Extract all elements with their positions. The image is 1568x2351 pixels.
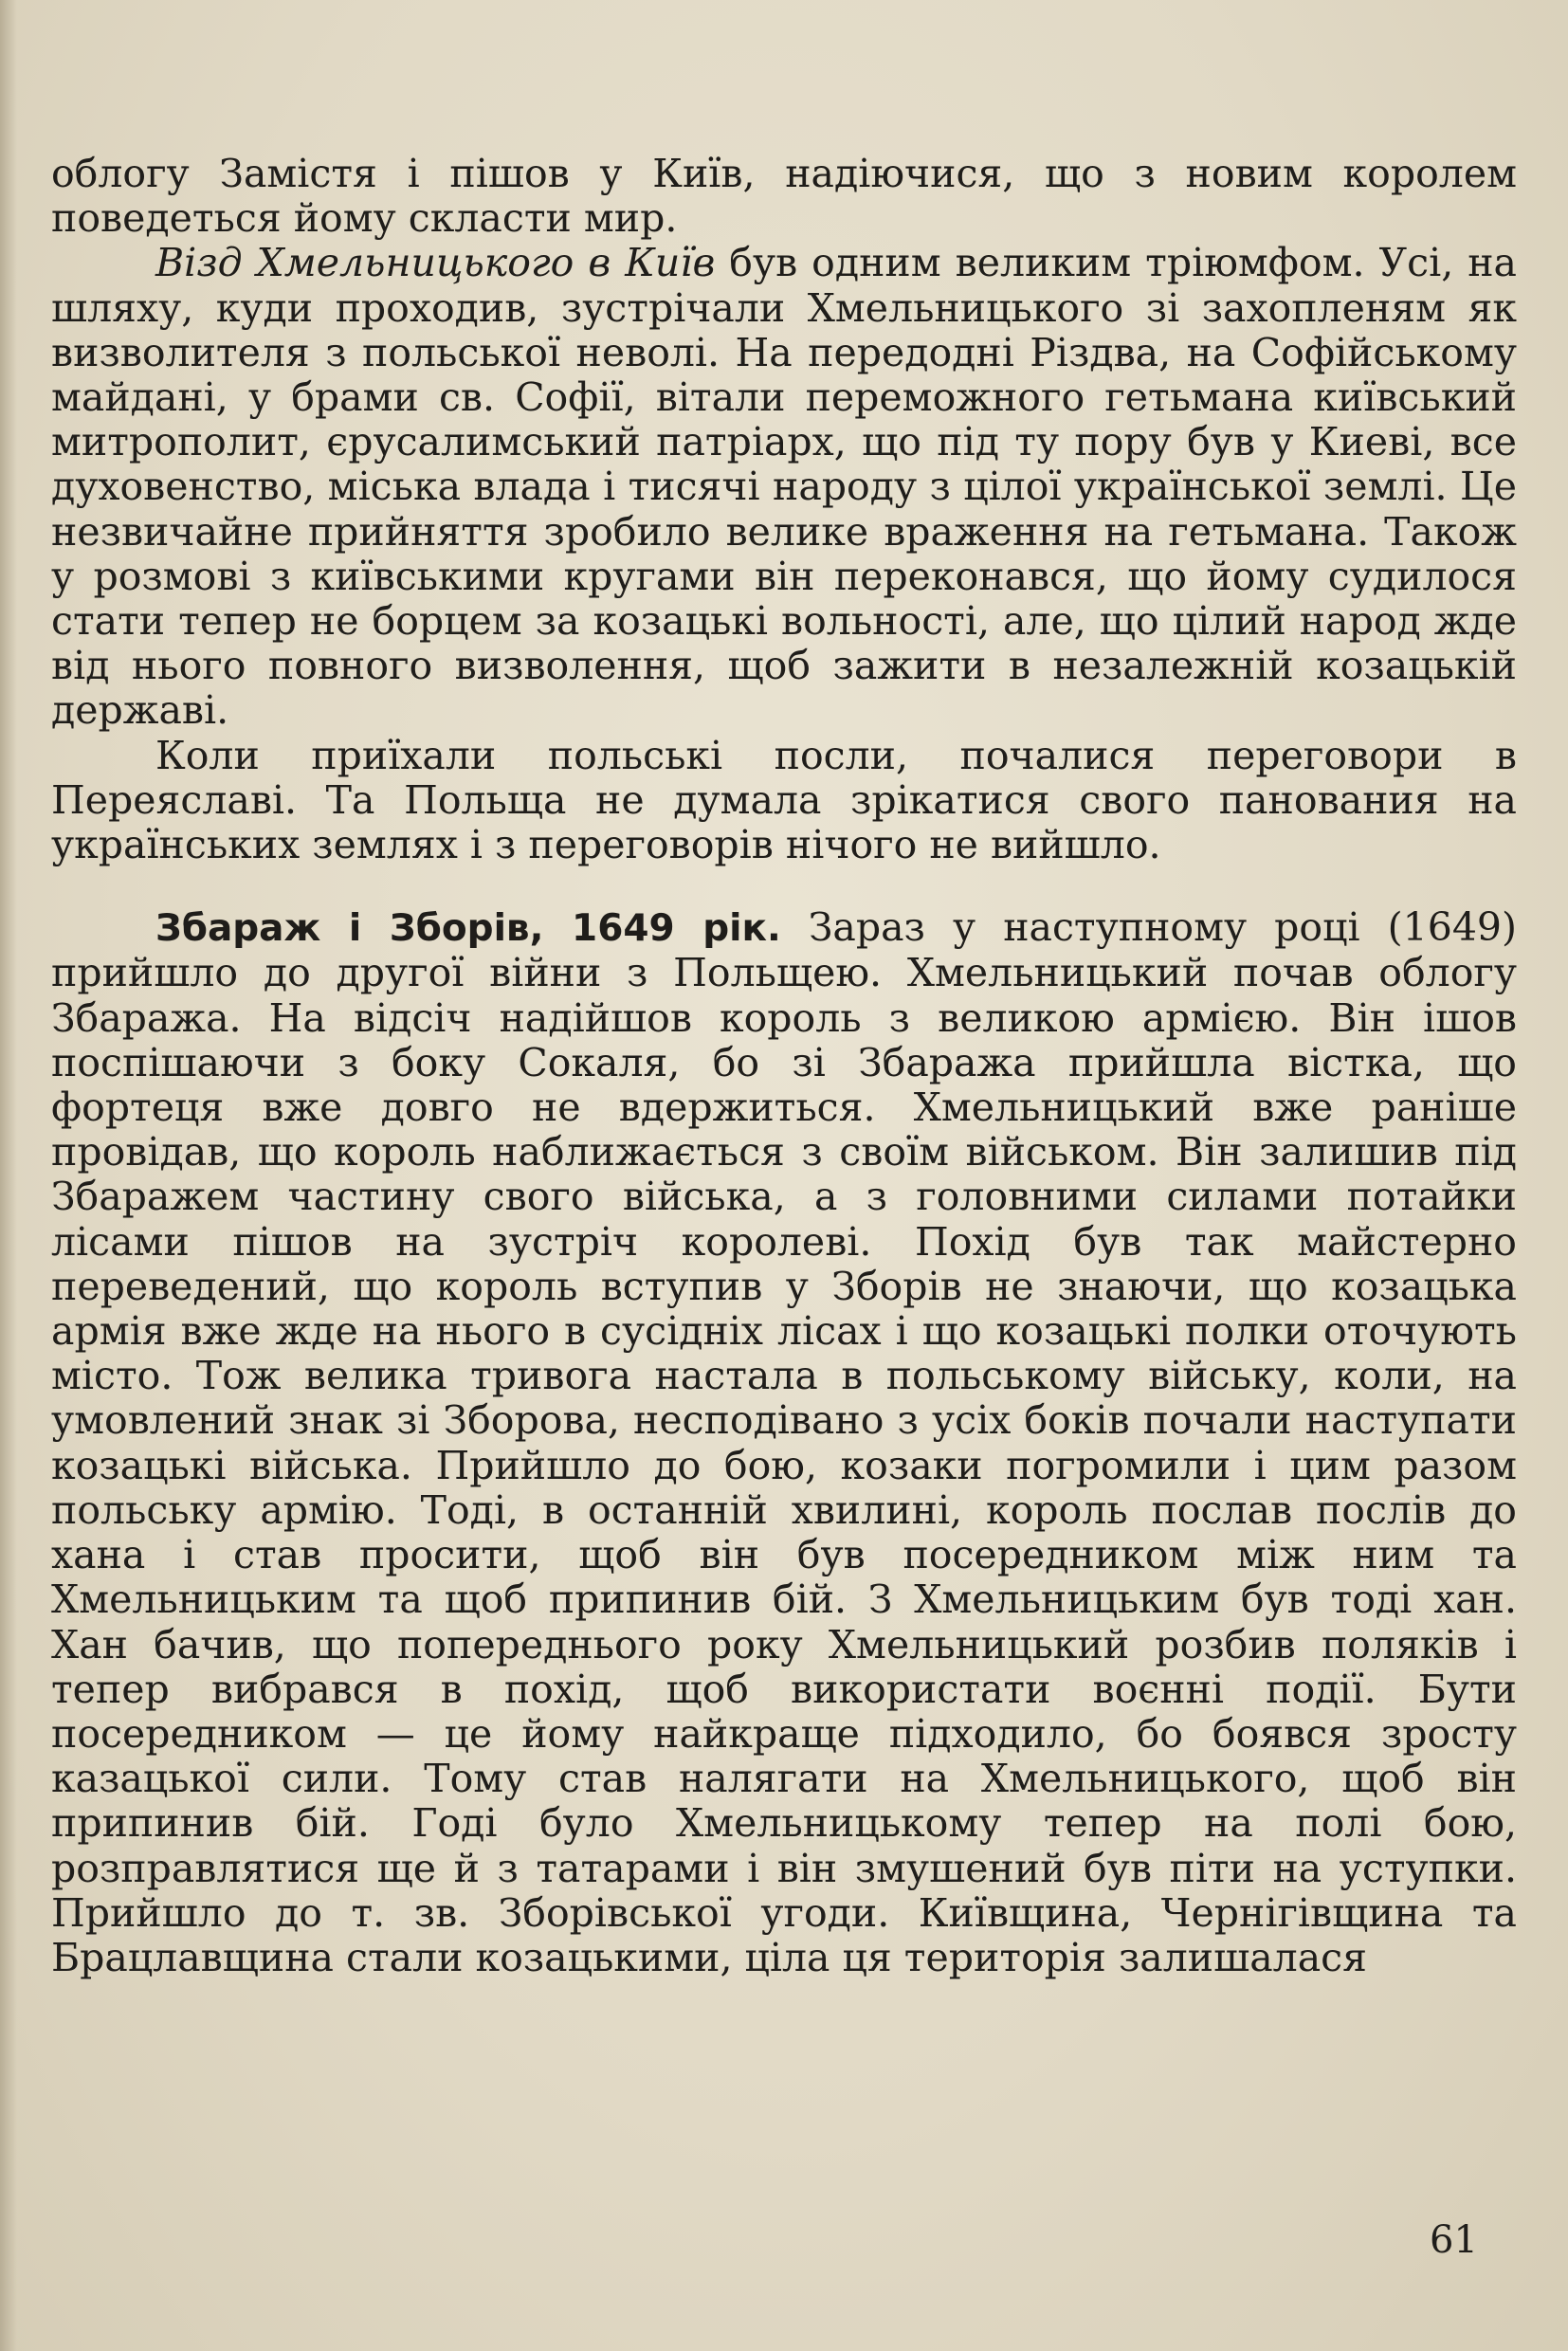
paragraph-text: Зараз у наступному році (1649) прийшло до другої війни з Польщею. Хмельницький почав облогу Збаража. На відсіч надійшов король з великою армією. Він ішов поспішаючи з боку Сокаля, бо зі Збаража прийшла вістка, що фортеця вже довго не вдержиться. Хмельницький вже раніше провідав, що король наближається з своїм військом. Він залишив під Збаражем частину свого війська, а з головними силами потайки лісами пішов на зустріч королеві. Похід був так майстерно переведений, що король вступив у Зборів не знаючи, що козацька армія вже жде на нього в сусідніх лісах і що козацькі полки оточують місто. Тож велика тривога настала в польському війську, коли, на умовлений знак зі Зборова, несподівано з усіх боків почали наступати козацькі війська. Прийшло до бою, козаки погромили і цим разом польську армію. Тоді, в останній хвилині, король послав послів до хана і став просити, щоб він був посередником між ним та Хмельницьким та щоб припинив бій. З Хмельницьким був тоді хан. Хан бачив, що попереднього року Хмельницький розбив поляків і тепер вибрався в похід, щоб використати воєнні події. Бути посередником — це йому найкраще підходило, бо боявся зросту казацької сили. Тому став налягати на Хмельницького, щоб він припинив бій. Годі було Хмельницькому тепер на полі бою, розправлятися ще й з татарами і він змушений був піти на уступки. Прийшло до т. зв. Зборівської угоди. Київщина, Чернігівщина та Брацлавщина стали козацькими, ціла ця територія залишалася	[51, 904, 1517, 1980]
paragraph-pereiaslav-negotiations	[51, 734, 1517, 868]
page-edge-shadow	[0, 0, 17, 2351]
paragraph-entry-to-kyiv	[51, 241, 1517, 733]
emphasized-phrase: Візд Хмельницького в Київ	[155, 240, 716, 286]
book-page	[51, 152, 1517, 1980]
paragraph-text: облогу Замістя і пішов у Київ, надіючися, що з новим королем поведеться йому скласти мир.	[51, 151, 1517, 242]
paragraph-continuation	[51, 152, 1517, 241]
section-heading: Збараж і Зборів, 1649 рік.	[155, 907, 781, 951]
paragraph-zbarazh-zboriv	[51, 905, 1517, 1980]
paragraph-text: був одним великим тріюмфом. Усі, на шляху, куди проходив, зустрічали Хмельницького зі захопленям як визволителя з польської неволі. На передодні Різдва, на Софійському майдані, у брами св. Софії, вітали переможного гетьмана київський митрополит, єрусалимський патріарх, що під ту пору був у Киеві, все духовенство, міська влада і тисячі народу з цілої української землі. Це незвичайне прийняття зробило велике враження на гетьмана. Також у розмові з київськими кругами він переконався, що йому судилося стати тепер не борцем за козацькі вольності, але, що цілий народ жде від нього повного визволення, щоб зажити в незалежній козацькій державі.	[51, 240, 1517, 734]
paragraph-text: Коли приїхали польські посли, почалися переговори в Переяславі. Та Польща не думала зрікатися свого панования на українських землях і з переговорів нічого не вийшло.	[51, 732, 1517, 868]
page-number: 61	[1430, 2218, 1478, 2262]
